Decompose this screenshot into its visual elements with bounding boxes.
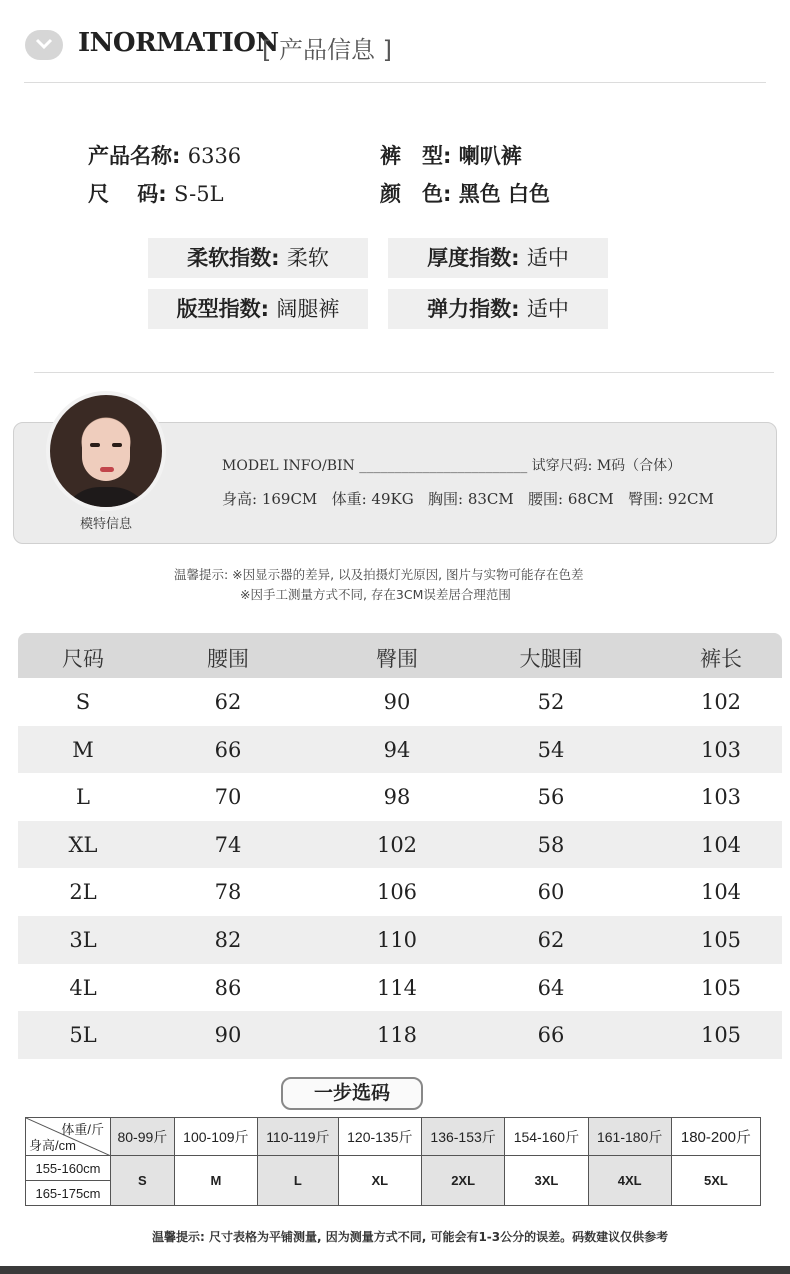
- table-cell: 118: [376, 1023, 418, 1048]
- table-row: [18, 916, 782, 964]
- recommended-size: 5XL: [671, 1156, 760, 1206]
- weight-range: 80-99斤: [111, 1118, 175, 1156]
- recommended-size: 4XL: [588, 1156, 671, 1206]
- table-cell: 105: [700, 1023, 742, 1048]
- size-table-header: [18, 633, 782, 678]
- table-cell: 70: [214, 785, 242, 810]
- table-cell: 94: [383, 737, 411, 762]
- table-cell: 105: [700, 975, 742, 1000]
- tip-note-2: ※因手工测量方式不同, 存在3CM误差居合理范围: [240, 587, 511, 602]
- table-cell: 114: [376, 975, 418, 1000]
- table-cell: L: [76, 785, 90, 810]
- weight-range: 100-109斤: [174, 1118, 257, 1156]
- softness-tag: 柔软指数: 柔软: [148, 238, 368, 278]
- table-cell: 62: [537, 927, 565, 952]
- table-cell: 78: [214, 880, 242, 905]
- table-cell: 5L: [69, 1023, 97, 1048]
- table-row: [18, 726, 782, 774]
- size-table: [18, 633, 782, 1059]
- table-cell: 105: [700, 927, 742, 952]
- table-row: [18, 773, 782, 821]
- table-cell: 58: [537, 832, 565, 857]
- thickness-tag: 厚度指数: 适中: [388, 238, 608, 278]
- size-col-header: 臀围: [376, 647, 418, 671]
- height-range: 155-160cm: [26, 1156, 111, 1181]
- elasticity-tag: 弹力指数: 适中: [388, 289, 608, 329]
- table-cell: 98: [383, 785, 411, 810]
- table-cell: 54: [537, 737, 565, 762]
- product-size: 尺 码: S-5L: [88, 182, 224, 206]
- table-row: [18, 868, 782, 916]
- recommended-size: 2XL: [421, 1156, 504, 1206]
- table-cell: S: [75, 690, 91, 714]
- table-row: [18, 678, 782, 726]
- model-stats-line: 身高: 169CM 体重: 49KG 胸围: 83CM 腰围: 68CM 臀围: 92CM: [222, 490, 714, 508]
- weight-range: 136-153斤: [421, 1118, 504, 1156]
- table-cell: 52: [537, 690, 565, 714]
- quick-size-button[interactable]: 一步选码: [281, 1077, 423, 1110]
- fit-tag: 版型指数: 阔腿裤: [148, 289, 368, 329]
- weight-range: 110-119斤: [258, 1118, 339, 1156]
- product-name: 产品名称: 6336: [88, 144, 242, 168]
- table-cell: 66: [537, 1023, 565, 1048]
- table-cell: 90: [383, 690, 411, 714]
- table-cell: 56: [537, 785, 565, 810]
- table-cell: 102: [376, 832, 418, 857]
- weight-range: 161-180斤: [588, 1118, 671, 1156]
- model-caption: 模特信息: [80, 517, 133, 532]
- table-cell: 86: [214, 975, 242, 1000]
- table-row: [18, 964, 782, 1012]
- table-cell: 4L: [69, 975, 97, 1000]
- recommended-size: S: [111, 1156, 175, 1206]
- divider: [34, 372, 774, 373]
- size-col-header: 腰围: [207, 647, 249, 671]
- size-col-header: 尺码: [62, 647, 104, 671]
- size-col-header: 裤长: [700, 647, 742, 671]
- table-cell: 62: [214, 690, 242, 714]
- recommended-size: 3XL: [505, 1156, 588, 1206]
- model-avatar: [46, 391, 166, 511]
- footer-bar: [0, 1266, 790, 1274]
- table-cell: 3L: [69, 927, 97, 952]
- recommended-size: XL: [338, 1156, 421, 1206]
- table-cell: 60: [537, 880, 565, 905]
- product-type: 裤 型: 喇叭裤: [380, 144, 522, 168]
- page-title: INORMATION: [78, 28, 279, 58]
- table-cell: XL: [68, 832, 98, 857]
- table-cell: 103: [700, 737, 742, 762]
- tip-note-1: 温馨提示: ※因显示器的差异, 以及拍摄灯光原因, 图片与实物可能存在色差: [174, 567, 584, 582]
- table-row: [18, 821, 782, 869]
- product-color: 颜 色: 黑色 白色: [380, 182, 551, 206]
- page-subtitle: [ 产品信息 ]: [262, 36, 392, 64]
- weight-size-grid: [25, 1117, 761, 1206]
- recommended-size: L: [258, 1156, 339, 1206]
- table-cell: 102: [700, 690, 742, 714]
- table-cell: 104: [700, 880, 742, 905]
- height-range: 165-175cm: [26, 1181, 111, 1206]
- footer-note: 温馨提示: 尺寸表格为平铺测量, 因为测量方式不同, 可能会有1-3公分的误差。码数建议仅供参考: [152, 1230, 669, 1244]
- weight-range: 180-200斤: [671, 1118, 760, 1156]
- weight-range: 120-135斤: [338, 1118, 421, 1156]
- chevron-down-icon: [25, 30, 63, 60]
- divider: [24, 82, 766, 83]
- table-cell: 103: [700, 785, 742, 810]
- table-cell: 104: [700, 832, 742, 857]
- table-cell: 90: [214, 1023, 242, 1048]
- table-cell: 66: [214, 737, 242, 762]
- table-cell: 82: [214, 927, 242, 952]
- size-col-header: 大腿围: [519, 647, 583, 671]
- table-cell: 2L: [69, 880, 97, 905]
- table-cell: 106: [376, 880, 418, 905]
- grid-corner: 体重/斤 身高/cm: [26, 1118, 111, 1156]
- table-cell: 74: [214, 832, 242, 857]
- table-row: [18, 1011, 782, 1059]
- table-cell: M: [72, 737, 94, 762]
- table-cell: 110: [376, 927, 418, 952]
- model-info-line: MODEL INFO/BIN ________________________ 试穿尺码: M码（合体）: [222, 458, 682, 474]
- table-cell: 64: [537, 975, 565, 1000]
- recommended-size: M: [174, 1156, 257, 1206]
- weight-range: 154-160斤: [505, 1118, 588, 1156]
